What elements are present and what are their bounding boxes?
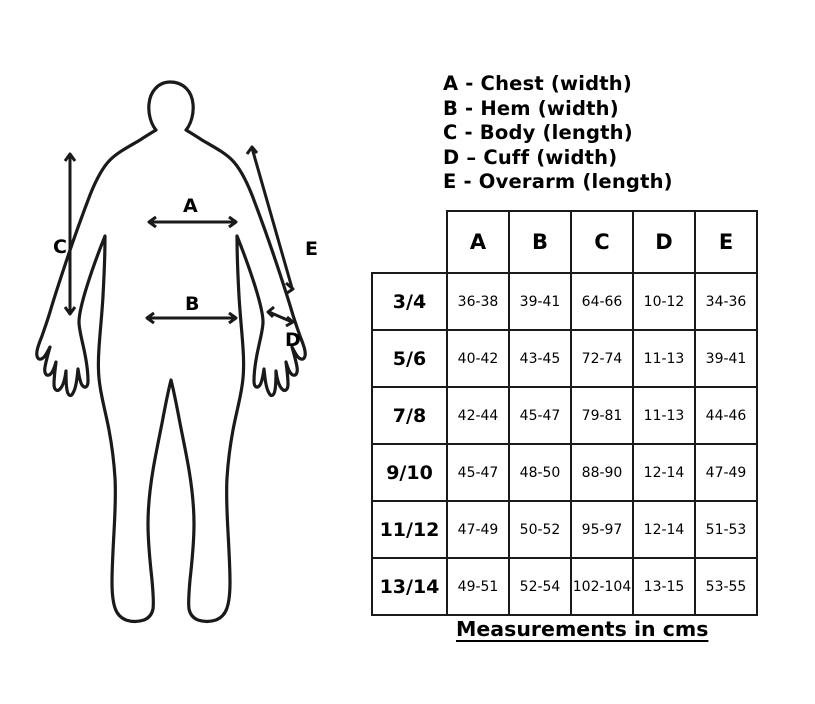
figure-label-e: E <box>305 238 318 260</box>
legend-item-d: D – Cuff (width) <box>443 145 618 169</box>
table-row <box>372 273 757 330</box>
cell-b: 45-47 <box>509 387 571 444</box>
row-size-label: 3/4 <box>372 273 447 330</box>
legend-item-e: E - Overarm (length) <box>443 170 673 193</box>
table-header-c: C <box>571 211 633 273</box>
table-row <box>372 330 757 387</box>
table-row <box>372 444 757 501</box>
cell-b: 43-45 <box>509 330 571 387</box>
legend-item-b: B - Hem (width) <box>443 96 619 120</box>
cell-b: 39-41 <box>509 273 571 330</box>
size-table <box>371 210 758 616</box>
row-size-label: 11/12 <box>372 501 447 558</box>
table-row <box>372 387 757 444</box>
cell-c: 95-97 <box>571 501 633 558</box>
body-outline-icon <box>20 40 380 640</box>
cell-e: 44-46 <box>695 387 757 444</box>
cell-d: 11-13 <box>633 387 695 444</box>
legend-item-c: C - Body (length) <box>443 121 633 144</box>
cell-a: 47-49 <box>447 501 509 558</box>
figure-label-a: A <box>183 195 198 217</box>
row-size-label: 7/8 <box>372 387 447 444</box>
row-size-label: 13/14 <box>372 558 447 615</box>
body-figure-area <box>20 40 380 640</box>
cell-d: 12-14 <box>633 501 695 558</box>
figure-label-b: B <box>185 293 200 315</box>
figure-label-c: C <box>53 236 67 258</box>
cell-a: 40-42 <box>447 330 509 387</box>
legend-item-a: A - Chest (width) <box>443 72 632 95</box>
cell-a: 42-44 <box>447 387 509 444</box>
cell-e: 53-55 <box>695 558 757 615</box>
cell-c: 79-81 <box>571 387 633 444</box>
cell-b: 52-54 <box>509 558 571 615</box>
figure-label-d: D <box>285 329 301 351</box>
cell-c: 64-66 <box>571 273 633 330</box>
row-size-label: 9/10 <box>372 444 447 501</box>
cell-e: 34-36 <box>695 273 757 330</box>
table-corner-cell <box>372 211 447 273</box>
table-header-b: B <box>509 211 571 273</box>
cell-a: 49-51 <box>447 558 509 615</box>
cell-d: 11-13 <box>633 330 695 387</box>
table-header-e: E <box>695 211 757 273</box>
table-header-row <box>372 211 757 273</box>
cell-c: 88-90 <box>571 444 633 501</box>
cell-d: 12-14 <box>633 444 695 501</box>
table-header-d: D <box>633 211 695 273</box>
row-size-label: 5/6 <box>372 330 447 387</box>
cell-a: 36-38 <box>447 273 509 330</box>
table-row <box>372 501 757 558</box>
cell-a: 45-47 <box>447 444 509 501</box>
cell-e: 39-41 <box>695 330 757 387</box>
cell-d: 13-15 <box>633 558 695 615</box>
cell-e: 51-53 <box>695 501 757 558</box>
table-caption: Measurements in cms <box>456 617 709 641</box>
legend <box>443 72 773 195</box>
cell-c: 72-74 <box>571 330 633 387</box>
cell-b: 48-50 <box>509 444 571 501</box>
cell-b: 50-52 <box>509 501 571 558</box>
cell-e: 47-49 <box>695 444 757 501</box>
cell-c: 102-104 <box>571 558 633 615</box>
cell-d: 10-12 <box>633 273 695 330</box>
table-header-a: A <box>447 211 509 273</box>
table-row <box>372 558 757 615</box>
